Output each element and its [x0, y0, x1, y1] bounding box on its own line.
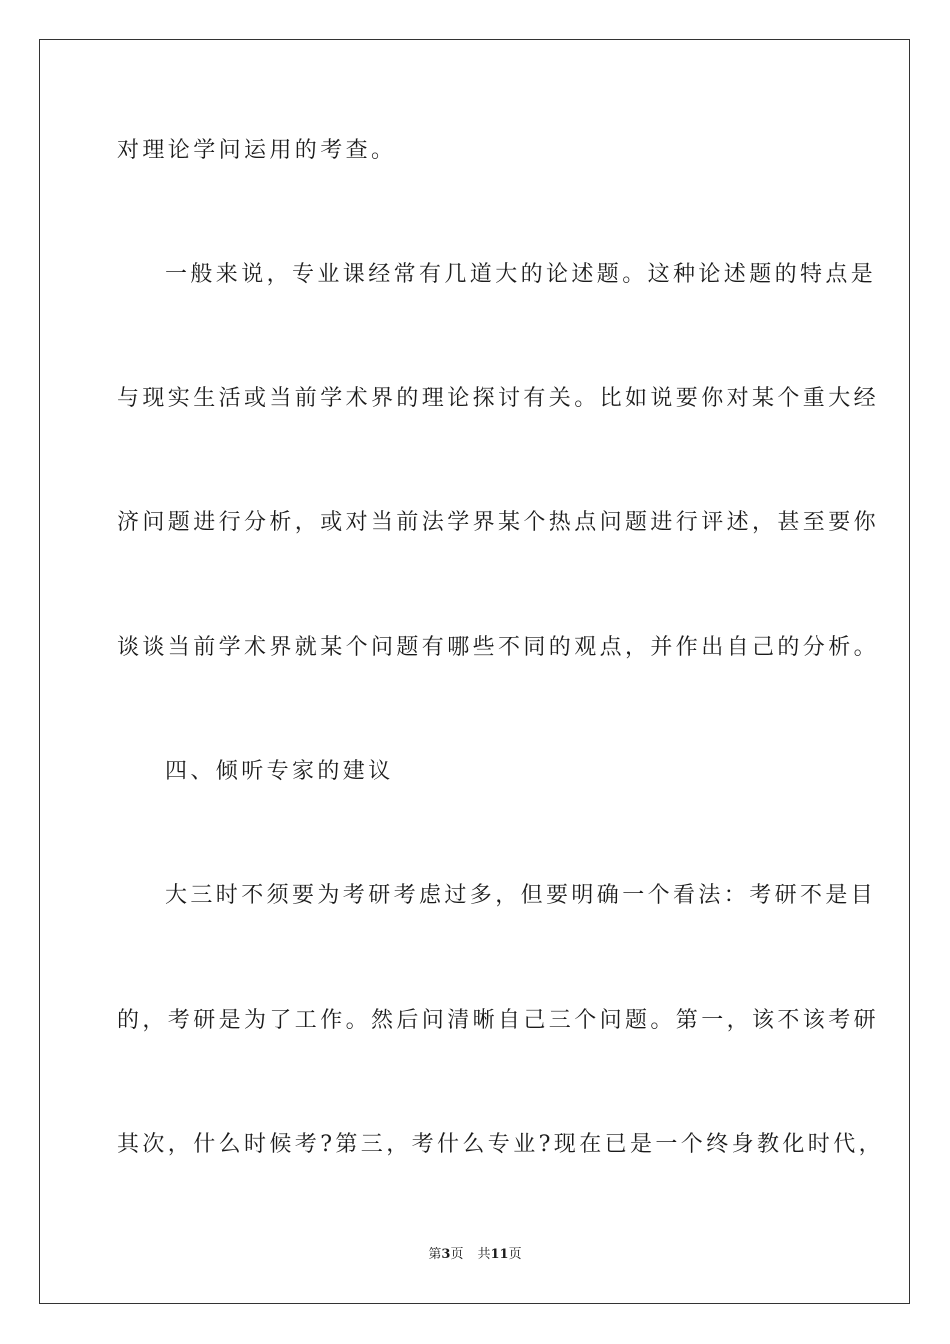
- footer-total-pages: 11: [490, 1247, 509, 1262]
- page-footer: [0, 1246, 950, 1264]
- text-line-5: 谈谈当前学术界就某个问题有哪些不同的观点，并作出自己的分析。: [117, 635, 880, 660]
- text-line-8: 的，考研是为了工作。然后问清晰自己三个问题。第一，该不该考研: [117, 1008, 880, 1033]
- page-border: [39, 39, 910, 1304]
- text-line-2: 一般来说，专业课经常有几道大的论述题。这种论述题的特点是: [165, 262, 877, 287]
- text-line-3: 与现实生活或当前学术界的理论探讨有关。比如说要你对某个重大经: [117, 386, 880, 411]
- footer-page-prefix: 第: [428, 1247, 442, 1262]
- text-line-4: 济问题进行分析，或对当前法学界某个热点问题进行评述，甚至要你: [117, 510, 880, 535]
- section-heading: 四、倾听专家的建议: [165, 759, 394, 784]
- footer-total-suffix: 页: [508, 1247, 522, 1262]
- footer-page-suffix: 页: [450, 1247, 464, 1262]
- footer-page-number: 3: [441, 1247, 451, 1262]
- text-line-9: 其次，什么时候考?第三，考什么专业?现在已是一个终身教化时代，: [117, 1132, 884, 1157]
- text-line-1: 对理论学问运用的考查。: [117, 138, 397, 163]
- footer-total-prefix: 共: [477, 1247, 491, 1262]
- text-line-7: 大三时不须要为考研考虑过多，但要明确一个看法：考研不是目: [165, 883, 877, 908]
